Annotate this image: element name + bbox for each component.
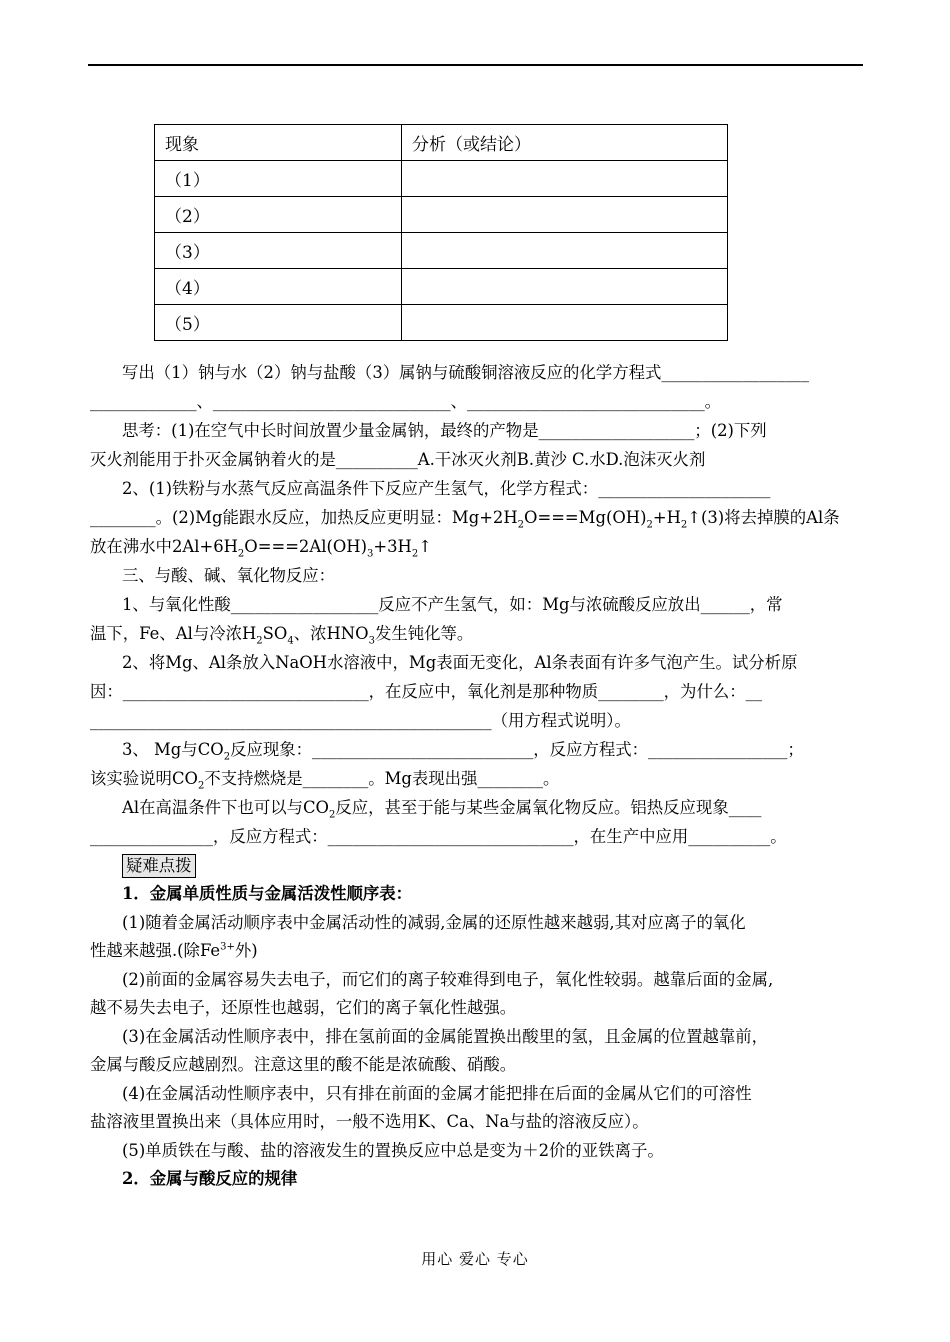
table-cell-label: （2） [155,197,402,233]
text-line: 1、与氧化性酸__________________反应不产生氢气，如：Mg与浓硫酸反应放出______，常 [122,595,783,614]
text-line: ________。(2)Mg能跟水反应，加热反应更明显：$Mg+2H_2O===Mg(OH)_2+H_2↑(3)$将去掉膜的Al条 [90,508,840,531]
table-cell-label: （4） [155,269,402,305]
table-cell-blank [402,197,728,233]
text-line: 3、 Mg与$CO_2$反应现象：___________________________，反应方程式：_________________； [122,740,804,763]
table-cell-label: （3） [155,233,402,269]
text-line: 盐溶液里置换出来（具体应用时，一般不选用K、Ca、Na与盐的溶液反应）。 [90,1112,649,1131]
table-header-analysis: 分析（或结论） [402,125,728,161]
table-row [155,161,728,197]
text-line: (1)随着金属活动顺序表中金属活动性的减弱,金属的还原性越来越弱,其对应离子的氧化 [122,912,746,932]
text-line: _____________、_____________________________、_____________________________。 [90,392,722,411]
table-header-phenomenon: 现象 [155,125,402,161]
table-cell-blank [402,269,728,305]
worksheet-body [90,358,866,1194]
text-line: 性越来越强.(除$Fe^{3+}$外) [90,941,258,960]
text-line: _______________，反应方程式：______________________________，在生产中应用__________。 [90,827,787,846]
table-cell-blank [402,161,728,197]
text-line: (5)单质铁在与酸、盐的溶液发生的置换反应中总是变为＋2价的亚铁离子。 [122,1140,664,1160]
text-line: 金属与酸反应越剧烈。注意这里的酸不能是浓硫酸、硝酸。 [90,1055,517,1074]
section-heading: 1．金属单质性质与金属活泼性顺序表： [122,884,413,903]
table-row [155,233,728,269]
text-line: 2、将Mg、Al条放入NaOH水溶液中，Mg表面无变化，Al条表面有许多气泡产生。试分析原 [122,653,798,672]
table-cell-blank [402,233,728,269]
section-tag-line [90,851,866,880]
text-line: (3)在金属活动性顺序表中，排在氢前面的金属能置换出酸里的氢，且金属的位置越靠前， [122,1026,769,1046]
observation-table [154,124,728,341]
text-line: 2、(1)铁粉与水蒸气反应高温条件下反应产生氢气，化学方程式：_____________________ [122,479,771,498]
text-line: 三、与酸、碱、氧化物反应： [122,566,336,585]
text-line: 灭火剂能用于扑灭金属钠着火的是__________A.干冰灭火剂B.黄沙 C.水D.泡沫灭火剂 [90,450,706,469]
table-row [155,197,728,233]
text-line: (4)在金属活动性顺序表中，只有排在前面的金属才能把排在后面的金属从它们的可溶性 [122,1083,752,1103]
table-row [155,269,728,305]
page-footer: 用心 爱心 专心 [421,1250,529,1268]
text-line: 温下，Fe、Al与冷浓$H_2SO_4$、浓$HNO_3$发生钝化等。 [90,624,474,647]
text-line: Al在高温条件下也可以与$CO_2$反应，甚至于能与某些金属氧化物反应。铝热反应现象____ [122,798,762,821]
text-line: 思考：(1)在空气中长时间放置少量金属钠，最终的产物是___________________；(2)下列 [122,421,767,440]
text-line: _________________________________________________（用方程式说明）。 [90,711,631,730]
text-line: 该实验说明$CO_2$不支持燃烧是________。Mg表现出强________。 [90,769,560,792]
table-cell-label: （5） [155,305,402,341]
table-header-row [155,125,728,161]
text-line: (2)前面的金属容易失去电子，而它们的离子较难得到电子，氧化性较弱。越靠后面的金属, [122,969,774,989]
header-rule [88,64,863,66]
text-line: 放在沸水中$2Al+6H_2O===2Al(OH)_3+3H_2↑$ [90,537,432,560]
text-line: 因：______________________________，在反应中，氧化剂是那种物质________，为什么：__ [90,682,763,701]
difficulty-tag: 疑难点拨 [122,854,196,878]
text-line: 越不易失去电子，还原性也越弱，它们的离子氧化性越强。 [90,998,517,1017]
table-row [155,305,728,341]
text-line: 写出（1）钠与水（2）钠与盐酸（3）属钠与硫酸铜溶液反应的化学方程式__________________ [122,363,809,382]
section-heading: 2．金属与酸反应的规律 [122,1169,298,1188]
table-cell-label: （1） [155,161,402,197]
table-cell-blank [402,305,728,341]
